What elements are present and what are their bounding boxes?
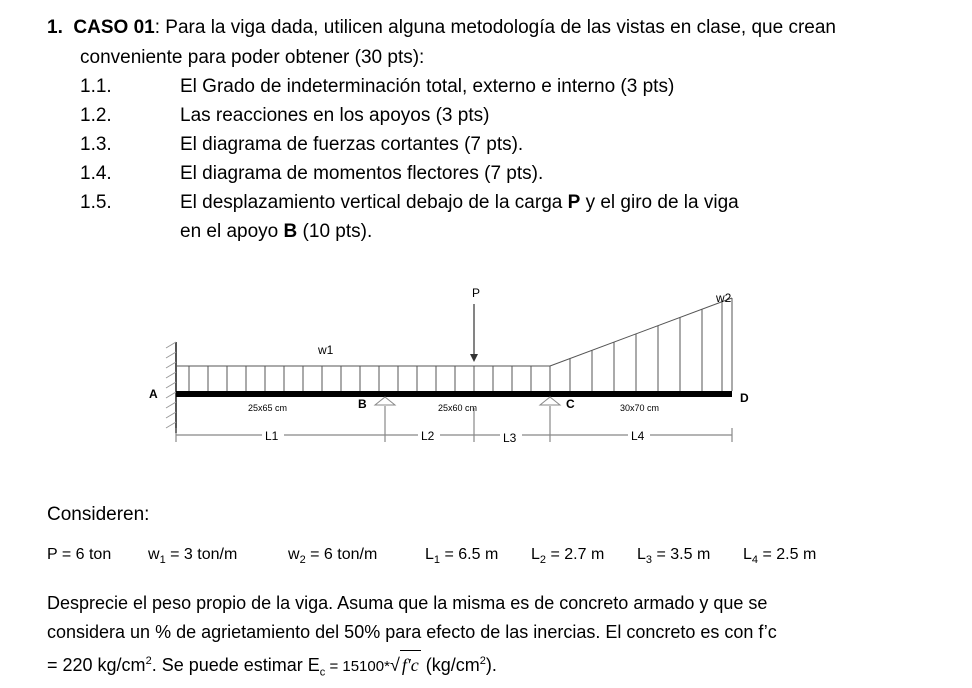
label-l3: L3 bbox=[503, 431, 517, 445]
question-title: CASO 01 bbox=[73, 17, 155, 38]
question-text-2: conveniente para poder obtener (30 pts): bbox=[80, 47, 425, 68]
section-3: 30x70 cm bbox=[620, 403, 660, 413]
item-text-5a: El desplazamiento vertical debajo de la carga bbox=[180, 192, 568, 213]
question-line-1 bbox=[47, 16, 836, 40]
section-1: 25x65 cm bbox=[248, 403, 288, 413]
item-text-1: El Grado de indeterminación total, externo e interno (3 pts) bbox=[180, 76, 675, 97]
item-number-3: 1.3. bbox=[80, 134, 112, 155]
label-w1: w1 bbox=[318, 343, 334, 357]
label-l1: L1 bbox=[265, 429, 279, 443]
item-number-4: 1.4. bbox=[80, 163, 112, 184]
support-c bbox=[540, 397, 560, 405]
paragraph-line-3: = 220 $kg/cm^2$. Se puede estimar $E_c = 15100*√$ f′c $(kg/cm^2)$. bbox=[47, 647, 497, 688]
item-text-4: El diagrama de momentos flectores (7 pts). bbox=[180, 163, 544, 184]
sqrt-content: f′c bbox=[400, 650, 421, 680]
label-l2: L2 bbox=[421, 429, 435, 443]
param-l3: $L_3 = 3.5$ m bbox=[637, 546, 711, 567]
item-bold-p: P bbox=[567, 192, 581, 213]
item-text-5 bbox=[180, 191, 739, 215]
paragraph-line-1: Desprecie el peso propio de la viga. Asuma que la misma es de concreto armado y que se bbox=[47, 593, 768, 613]
item-number-1: 1.1. bbox=[80, 76, 112, 97]
item-text-5-cont bbox=[180, 220, 372, 244]
item-text-3: El diagrama de fuerzas cortantes (7 pts). bbox=[180, 134, 524, 155]
param-p: P = 6 ton bbox=[47, 546, 112, 563]
fixed-support-a bbox=[166, 342, 176, 433]
question-text-1: : Para la viga dada, utilicen alguna metodología de las vistas en clase, que crean bbox=[154, 17, 836, 38]
support-b bbox=[375, 397, 395, 405]
param-l4: $L_4 = 2.5$ m bbox=[743, 546, 817, 567]
point-load-p bbox=[470, 304, 478, 362]
distributed-load-w1 bbox=[176, 366, 550, 391]
label-c: C bbox=[566, 397, 575, 411]
item-number-2: 1.2. bbox=[80, 105, 112, 126]
label-b: B bbox=[358, 397, 367, 411]
beam bbox=[176, 391, 732, 397]
consideren-heading: Consideren: bbox=[47, 504, 150, 525]
item-text-5b: y el giro de la viga bbox=[580, 192, 739, 213]
paragraph-line-2: considera un % de agrietamiento del 50% para efecto de las inercias. El concreto es con f’c bbox=[47, 622, 777, 642]
label-d: D bbox=[740, 391, 749, 405]
param-w2: $w_2 = 6$ ton/m bbox=[288, 546, 378, 567]
param-w1: $w_1 = 3$ ton/m bbox=[148, 546, 238, 567]
item-text-5c: en el apoyo bbox=[180, 221, 284, 242]
label-l4: L4 bbox=[631, 429, 645, 443]
param-l1: $L_1 = 6.5$ m bbox=[425, 546, 499, 567]
item-bold-b: B bbox=[283, 221, 298, 242]
label-p: P bbox=[472, 286, 481, 300]
item-text-5d: (10 pts). bbox=[297, 221, 373, 242]
label-w2: w2 bbox=[716, 291, 732, 305]
section-2: 25x60 cm bbox=[438, 403, 478, 413]
item-text-2: Las reacciones en los apoyos (3 pts) bbox=[180, 105, 490, 126]
param-l2: $L_2 = 2.7$ m bbox=[531, 546, 605, 567]
beam-diagram bbox=[140, 278, 780, 463]
label-a: A bbox=[149, 387, 158, 401]
distributed-load-w2 bbox=[550, 298, 732, 391]
item-number-5: 1.5. bbox=[80, 192, 112, 213]
question-number: 1. bbox=[47, 17, 63, 38]
sqrt-symbol: √ bbox=[389, 655, 400, 675]
